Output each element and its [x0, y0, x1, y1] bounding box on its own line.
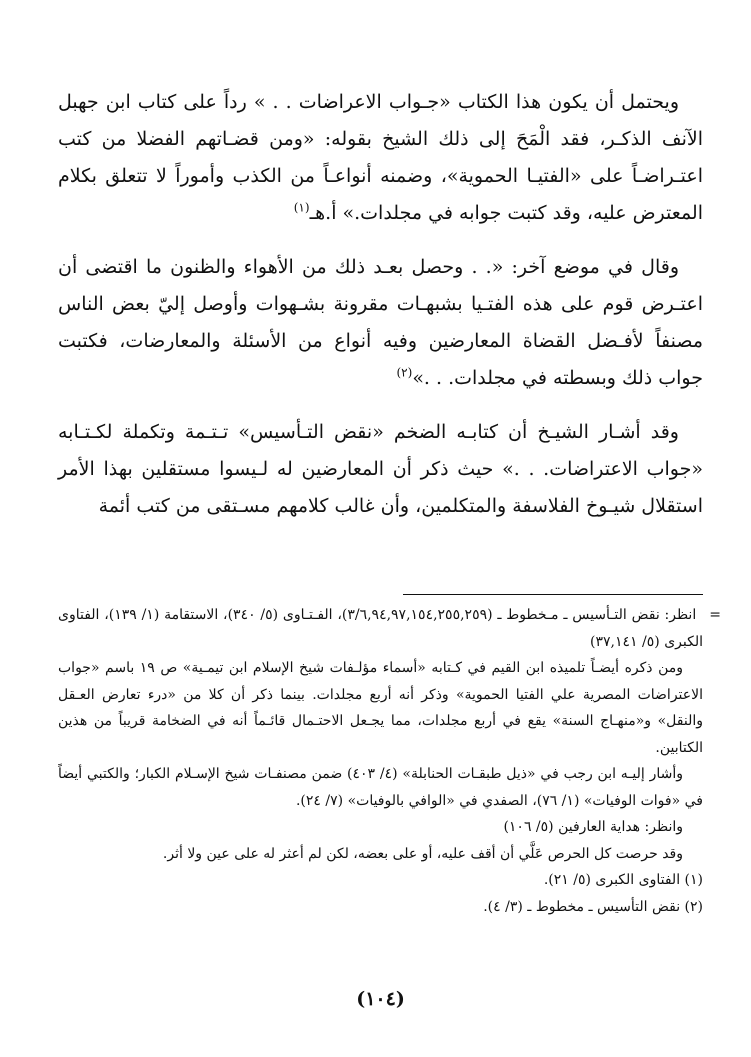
paragraph-3-text: وقد أشـار الشيـخ أن كتابـه الضخم «نقض التـأسيس» تـتـمة وتكملة لكـتـابه «جواب الاعتراضات. . .» حيث ذكر أن المعارضين له لـيسوا مستقلين بهذا الأمر استقلال شيـوخ الفلاسفة والمتكلمين، وأن غالب كلامهم مسـتقى من كتب أئمة — [58, 421, 703, 517]
footnote-paragraph-5: وقد حرصت كل الحرص عَلَّي أن أقف عليه، أو على بعضه، لكن لم أعثر له على عين ولا أثر. — [162, 845, 683, 862]
footnote-paragraph-3: وأشار إليـه ابن رجب في «ذيل طبقـات الحنابلة» (٤/ ٤٠٣) ضمن مصنفـات شيخ الإسـلام الكبار؛ والكتبي أيضاً في «فوات الوفيات» (١/ ٧٦)، الصفدي في «الوافي بالوفيات» (٧/ ٢٤). — [58, 766, 703, 809]
paragraph-1-text: ويحتمل أن يكون هذا الكتاب «جـواب الاعراضات . . » رداً على كتاب ابن جهبل الآنف الذكـر، فقد الْمَحَ إلى ذلك الشيخ بقوله: «ومن قضـاتهم الفضلا من كتب اعتـراضـاً على «الفتيـا الحموية»، وضمنه أنواعـاً من الكذب وأموراً لا تتعلق بكلام المعترض عليه، وقد كتبت جوابه في مجلدات.» أ.هـ — [58, 91, 703, 224]
paragraph-1 — [58, 84, 703, 232]
footnote-paragraph-2: ومن ذكره أيضـاً تلميذه ابن القيم في كـتابه «أسماء مؤلـفات شيخ الإسلام ابن تيمـية» ص ١٩ باسم «جواب الاعتراضات المصرية علي الفتيا الحموية» وذكر أنه أربع مجلدات. بينما ذكر أن كلا من «درء تعارض العـقل والنقل» و«منهـاج السنة» يقع في أربع مجلدات، مما يجـعل الاحتـمال قائـماً أنه في الضخامة قريباً من هذين الكتابين. — [58, 660, 703, 756]
page — [58, 84, 722, 1057]
page-number: (١٠٤) — [356, 988, 405, 1010]
continuation-mark: = — [709, 607, 722, 623]
footnote-2: (٢) نقض التأسيس ـ مخطوط ـ (٣/ ٤). — [483, 898, 703, 915]
paragraph-2 — [58, 249, 703, 397]
footnote-ref-1[interactable]: (١) — [293, 200, 310, 215]
footnote-ref-2[interactable]: (٢) — [396, 365, 413, 380]
main-text — [58, 84, 703, 525]
footnote-continuation — [58, 602, 722, 655]
footnotes — [58, 602, 722, 920]
paragraph-3 — [58, 414, 703, 525]
footnote-1: (١) الفتاوى الكبرى (٥/ ٢١). — [543, 872, 703, 888]
footnote-paragraph-4: وانظر: هداية العارفين (٥/ ١٠٦) — [503, 819, 683, 835]
paragraph-2-text: وقال في موضع آخر: «. . وحصل بعـد ذلك من الأهواء والظنون ما اقتضى أن اعتـرض قوم على هذه الفتـيا بشبهـات مقرونة بشـهوات وأوصل إليّ بعض الناس مصنفاً لأفـضل القضاة المعارضين وفيه أنواع من الأسئلة والمعارضات، فكتبت جواب ذلك وبسطته في مجلدات. . .» — [58, 256, 703, 389]
footnote-continuation-text: انظر: نقض التـأسيس ـ مـخطوط ـ (٣/٦,٩٤,٩٧,١٥٤,٢٥٥,٢٥٩)، الفـتـاوى (٥/ ٣٤٠)، الاستقامة (١/ ١٣٩)، الفتاوى الكبرى (٥/ ٣٧,١٤١) — [58, 607, 703, 650]
footnote-separator — [403, 594, 703, 595]
